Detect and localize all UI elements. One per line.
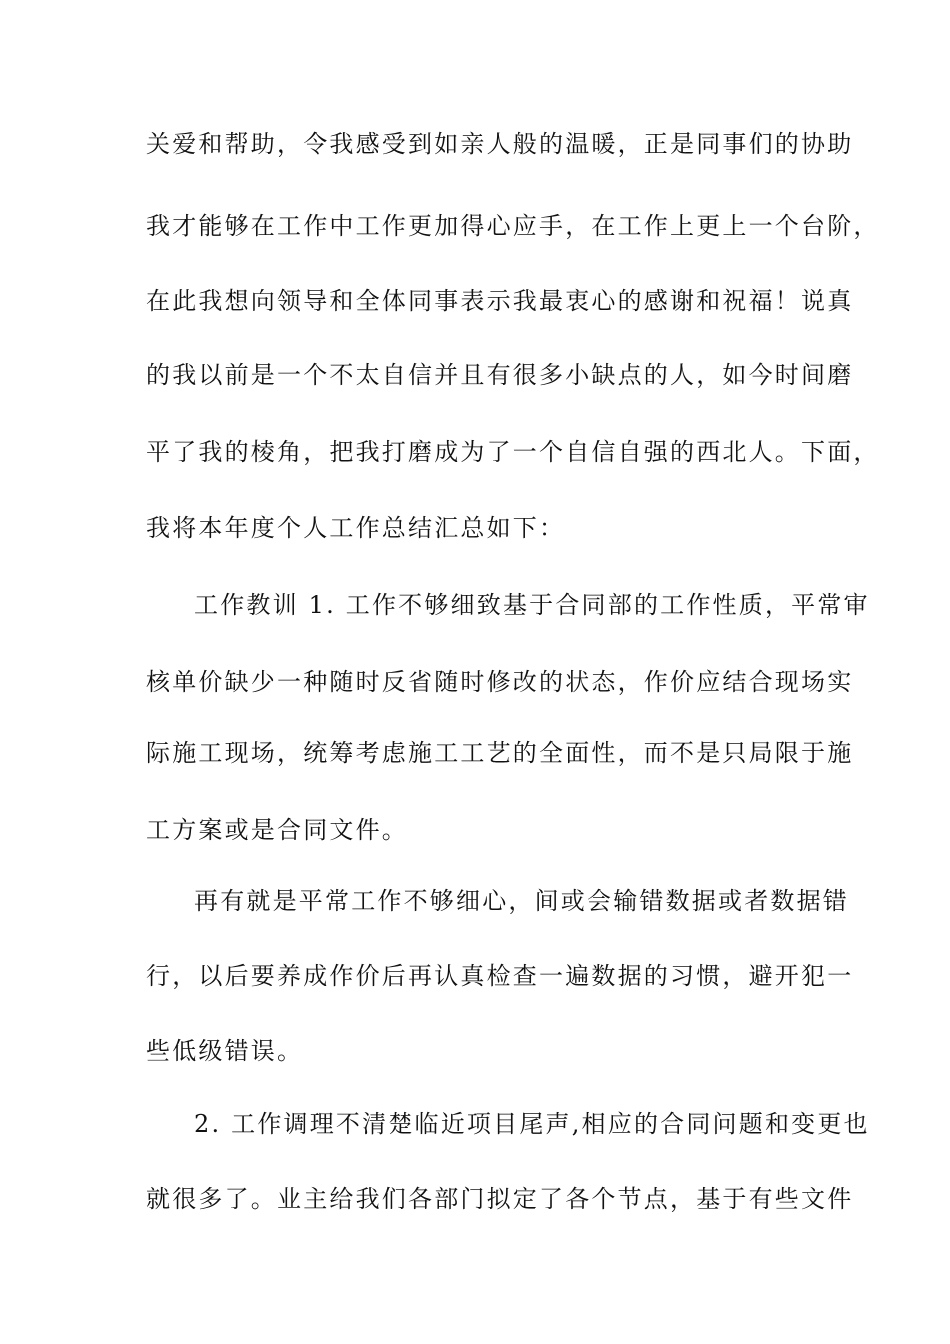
- paragraph-line: 核单价缺少一种随时反省随时修改的状态，作价应结合现场实: [146, 668, 854, 696]
- paragraph-first-line: 再有就是平常工作不够细心，间或会输错数据或者数据错: [194, 887, 849, 915]
- paragraph-first-line: 2. 工作调理不清楚临近项目尾声,相应的合同问题和变更也: [194, 1110, 870, 1138]
- paragraph-line: 我才能够在工作中工作更加得心应手，在工作上更上一个台阶，: [146, 212, 880, 240]
- paragraph-line: 际施工现场，统筹考虑施工工艺的全面性，而不是只局限于施: [146, 739, 854, 767]
- paragraph-line: 平了我的棱角，把我打磨成为了一个自信自强的西北人。下面，: [146, 438, 880, 466]
- paragraph-first-line: 工作教训 1. 工作不够细致基于合同部的工作性质，平常审: [194, 591, 870, 619]
- paragraph-line: 在此我想向领导和全体同事表示我最衷心的感谢和祝福！说真: [146, 287, 854, 315]
- paragraph-line: 行，以后要养成作价后再认真检查一遍数据的习惯，避开犯一: [146, 962, 854, 990]
- paragraph-line: 些低级错误。: [146, 1037, 304, 1065]
- paragraph-line: 关爱和帮助，令我感受到如亲人般的温暖，正是同事们的协助: [146, 130, 854, 158]
- paragraph-line: 的我以前是一个不太自信并且有很多小缺点的人，如今时间磨: [146, 361, 854, 389]
- paragraph-line: 我将本年度个人工作总结汇总如下：: [146, 514, 566, 542]
- paragraph-line: 就很多了。业主给我们各部门拟定了各个节点，基于有些文件: [146, 1185, 854, 1213]
- paragraph-line: 工方案或是合同文件。: [146, 816, 408, 844]
